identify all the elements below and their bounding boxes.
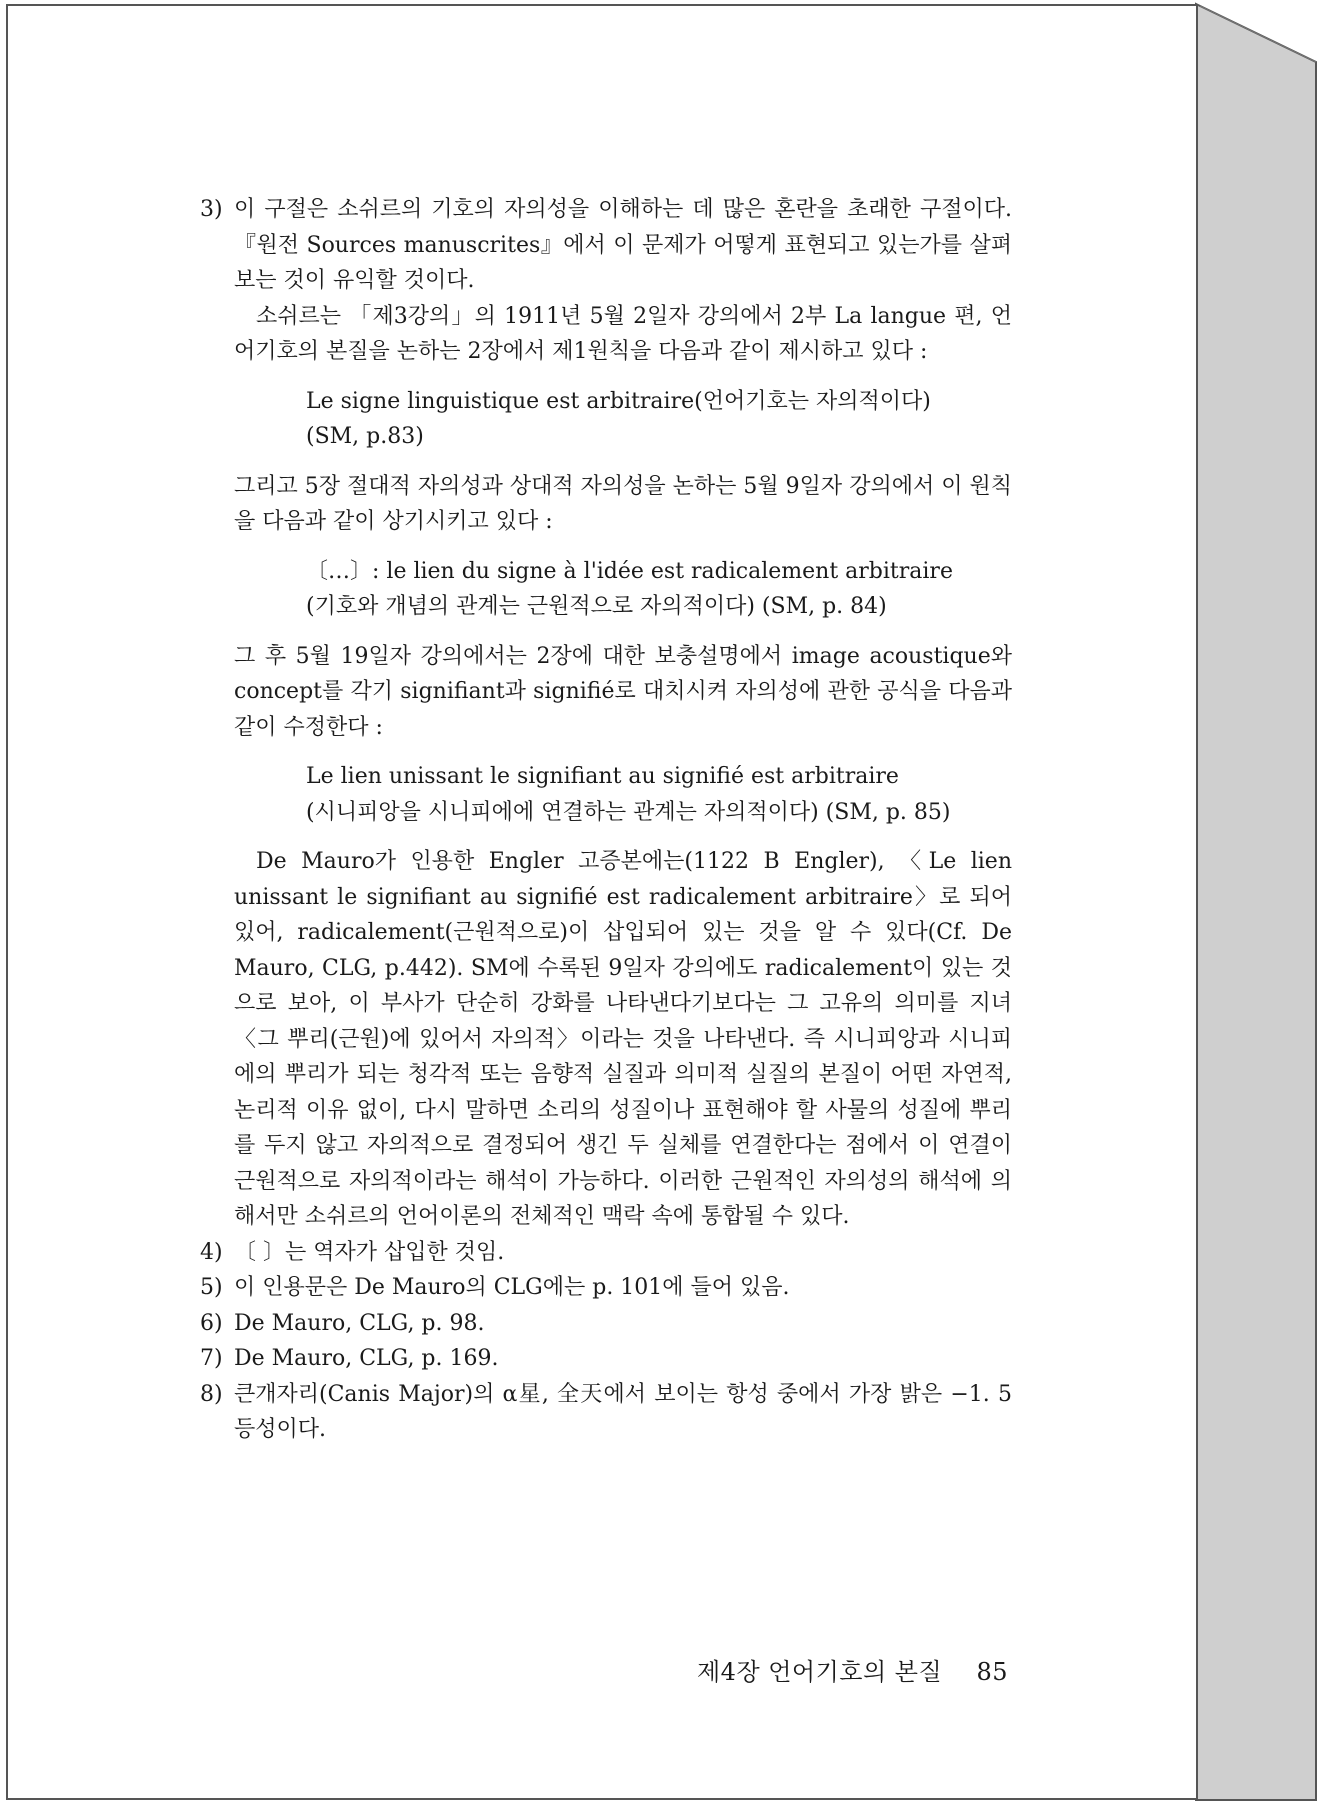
quote-line: Le lien unissant le signifiant au signifié est arbitraire	[306, 764, 899, 789]
footnote-6	[200, 1306, 1012, 1342]
block-quote	[306, 554, 1012, 625]
footnote-number: 7)	[200, 1346, 223, 1371]
footnote-paragraph: De Mauro가 인용한 Engler 고증본에는(1122 B Engler), 〈Le lien unissant le signifiant au signifié est radicalement arbitraire〉로 되어 있어, radicalement(근원적으로)이 삽입되어 있는 것을 알 수 있다(Cf. De Mauro, CLG, p.442). SM에 수록된 9일자 강의에도 radicalement이 있는 것으로 보아, 이 부사가 단순히 강화를 나타낸다기보다는 그 고유의 의미를 지녀 〈그 뿌리(근원)에 있어서 자의적〉이라는 것을 나타낸다. 즉 시니피앙과 시니피에의 뿌리가 되는 청각적 또는 음향적 실질과 의미적 실질의 본질이 어떤 자연적, 논리적 이유 없이, 다시 말하면 소리의 성질이나 표현해야 할 사물의 성질에 뿌리를 두지 않고 자의적으로 결정되어 생긴 두 실체를 연결한다는 점에서 이 연결이 근원적으로 자의적이라는 해석이 가능하다. 이러한 근원적인 자의성의 해석에 의해서만 소쉬르의 언어이론의 전체적인 맥락 속에 통합될 수 있다.	[234, 849, 1013, 1229]
footnotes-block	[200, 192, 1012, 1448]
quote-line: 〔…〕: le lien du signe à l'idée est radicalement arbitraire	[306, 558, 953, 584]
footnote-number: 5)	[200, 1275, 223, 1300]
footnote-number: 4)	[200, 1239, 223, 1265]
footnote-paragraph: 소쉬르는 「제3강의」의 1911년 5월 2일자 강의에서 2부 La langue 편, 언어기호의 본질을 논하는 2장에서 제1원칙을 다음과 같이 제시하고 있다 :	[234, 303, 1012, 364]
footnote-8	[200, 1377, 1012, 1448]
block-quote	[306, 759, 1012, 830]
quote-line: (기호와 개념의 관계는 근원적으로 자의적이다) (SM, p. 84)	[306, 594, 887, 619]
quote-line: (SM, p.83)	[306, 424, 424, 449]
footnote-paragraph: 이 구절은 소쉬르의 기호의 자의성을 이해하는 데 많은 혼란을 초래한 구절이다. 『원전 Sources manuscrites』에서 이 문제가 어떻게 표현되고 있는가를 살펴보는 것이 유익할 것이다.	[234, 197, 1012, 293]
footnote-text: 〔 〕는 역자가 삽입한 것임.	[234, 1239, 505, 1265]
quote-line: Le signe linguistique est arbitraire(언어기호는 자의적이다)	[306, 388, 931, 414]
footnote-paragraph: 그 후 5월 19일자 강의에서는 2장에 대한 보충설명에서 image acoustique와 concept를 각기 signifiant과 signifié로 대치시켜 자의성에 관한 공식을 다음과 같이 수정한다 :	[234, 643, 1012, 740]
footnote-number: 6)	[200, 1310, 223, 1336]
running-footer	[697, 1652, 1008, 1687]
footnote-7	[200, 1341, 1012, 1377]
page-number: 85	[976, 1658, 1008, 1686]
footnote-text: 이 인용문은 De Mauro의 CLG에는 p. 101에 들어 있음.	[234, 1275, 790, 1300]
footnote-text: De Mauro, CLG, p. 169.	[234, 1346, 499, 1371]
footnote-number: 8)	[200, 1381, 223, 1407]
footnote-text: 큰개자리(Canis Major)의 α星, 全天에서 보이는 항성 중에서 가장 밝은 −1. 5등성이다.	[234, 1381, 1012, 1442]
footnote-paragraph: 그리고 5장 절대적 자의성과 상대적 자의성을 논하는 5월 9일자 강의에서 이 원칙을 다음과 같이 상기시키고 있다 :	[234, 473, 1012, 534]
chapter-title: 제4장 언어기호의 본질	[696, 1658, 943, 1686]
block-quote	[306, 384, 1012, 455]
footnote-text: De Mauro, CLG, p. 98.	[234, 1310, 485, 1336]
footnote-number: 3)	[200, 197, 223, 222]
quote-line: (시니피앙을 시니피에에 연결하는 관계는 자의적이다) (SM, p. 85)	[306, 799, 951, 825]
footnote-3	[200, 192, 1012, 1235]
footnote-4	[200, 1235, 1012, 1271]
footnote-5	[200, 1270, 1012, 1306]
